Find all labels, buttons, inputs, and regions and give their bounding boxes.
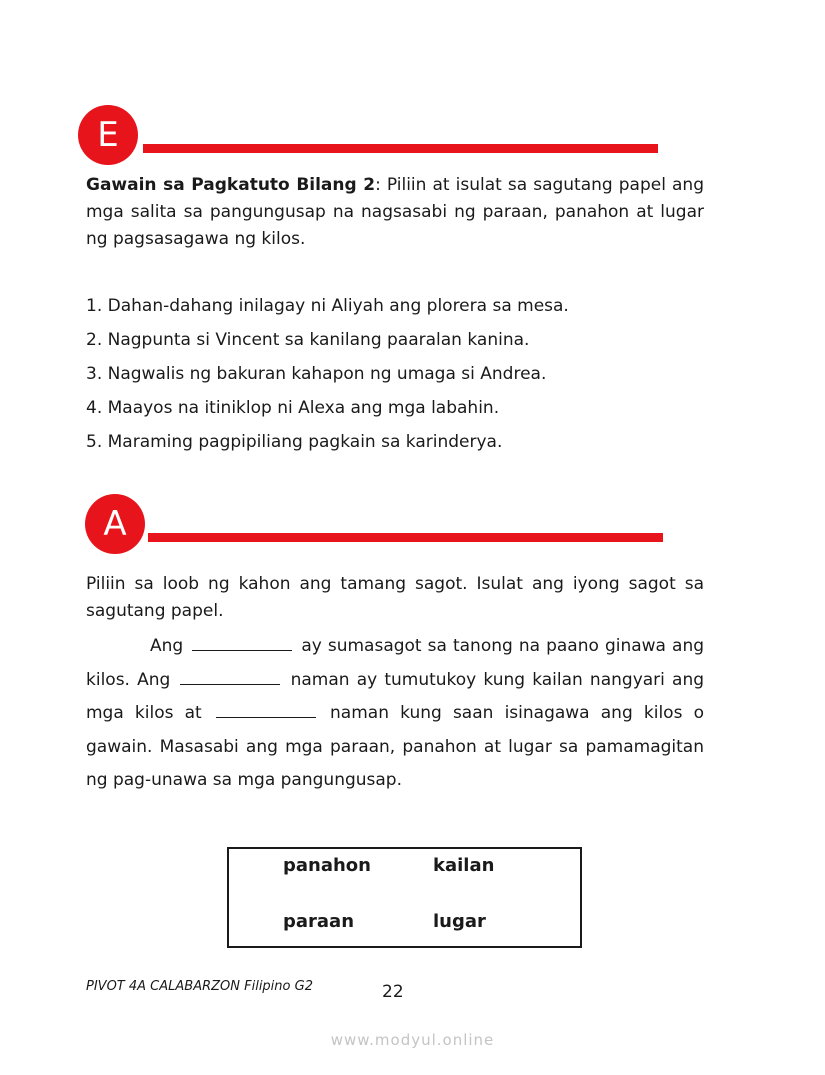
section-a-badge	[85, 494, 145, 554]
paragraph-part-4: naman kung saan isinagawa ang kilos o gawain. Masasabi ang mga paraan, panahon at lugar sa pamamagitan ng pag-unawa sa mga pangungusap.	[86, 703, 704, 790]
section-e-instructions	[86, 172, 704, 253]
watermark: www.modyul.online	[330, 1031, 495, 1049]
section-e-badge	[78, 105, 138, 165]
list-item: 3. Nagwalis ng bakuran kahapon ng umaga si Andrea.	[86, 364, 547, 384]
paragraph-part-2: ay sumasagot sa tanong na paano ginawa ang kilos. Ang	[86, 636, 705, 690]
choice-word: paraan	[283, 911, 355, 932]
fill-in-paragraph	[86, 630, 704, 798]
activity-title: Gawain sa Pagkatuto Bilang 2	[86, 175, 376, 195]
section-e-bar	[143, 144, 658, 153]
paragraph-part-3: naman ay tumutukoy kung kailan nangyari ang mga kilos at	[86, 669, 705, 723]
page-number: 22	[382, 982, 404, 1002]
section-a-instructions: Piliin sa loob ng kahon ang tamang sagot. Isulat ang iyong sagot sa sagutang papel.	[86, 574, 704, 621]
sentence-list	[86, 293, 569, 463]
list-item: 1. Dahan-dahang inilagay ni Aliyah ang plorera sa mesa.	[86, 296, 569, 316]
section-e-letter: E	[97, 115, 119, 155]
answer-blank-1	[192, 633, 292, 651]
section-a-letter: A	[103, 504, 127, 544]
list-item: 2. Nagpunta si Vincent sa kanilang paaralan kanina.	[86, 330, 530, 350]
list-item: 5. Maraming pagpipiliang pagkain sa karinderya.	[86, 432, 503, 452]
choice-word: lugar	[433, 911, 486, 932]
paragraph-part-1: Ang	[150, 636, 184, 656]
list-item: 4. Maayos na itiniklop ni Alexa ang mga labahin.	[86, 398, 500, 418]
section-a-bar	[148, 533, 663, 542]
choice-word: kailan	[433, 855, 495, 876]
footer-source: PIVOT 4A CALABARZON Filipino G2	[86, 979, 313, 994]
answer-choices-box	[227, 847, 582, 948]
answer-blank-2	[180, 667, 280, 685]
answer-blank-3	[216, 700, 316, 718]
activity-instructions: : Piliin at isulat sa sagutang papel ang mga salita sa pangungusap na nagsasabi ng paraan, panahon at lugar ng pagsasagawa ng kilos.	[86, 175, 704, 249]
choice-word: panahon	[283, 855, 371, 876]
